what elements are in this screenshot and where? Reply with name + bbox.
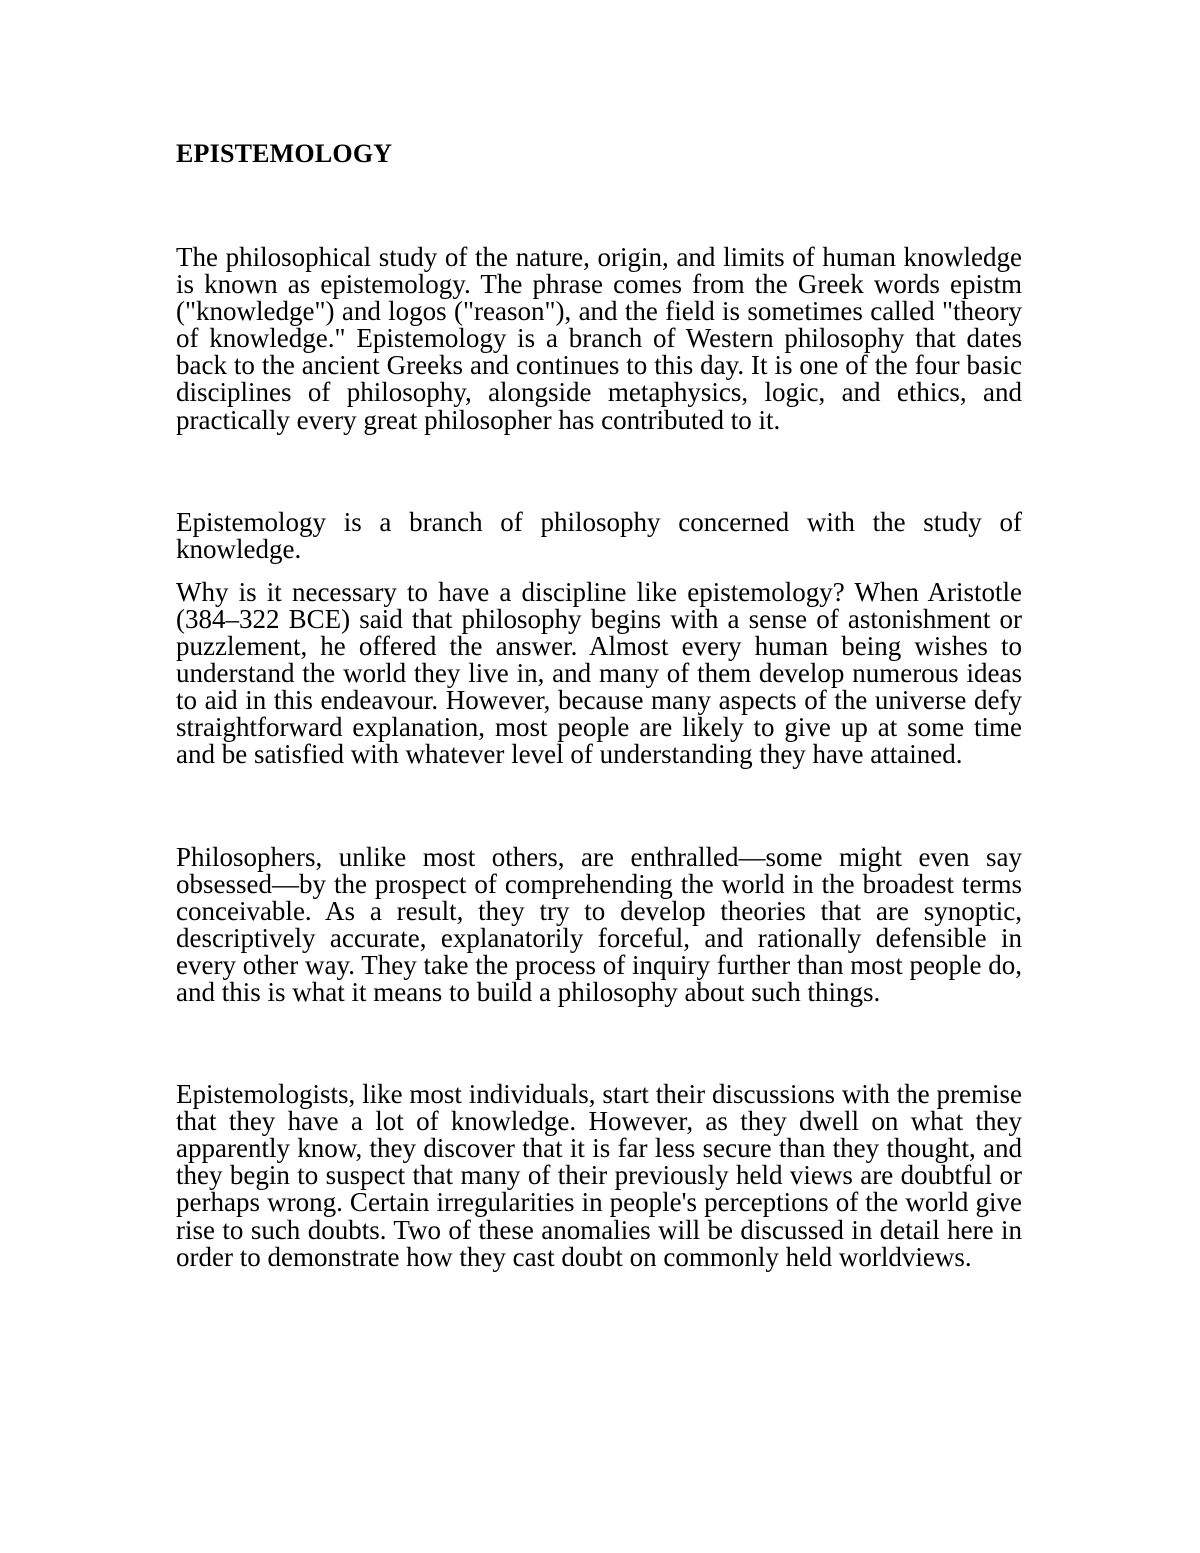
- document-title: EPISTEMOLOGY: [176, 139, 393, 168]
- paragraph-philosophers: Philosophers, unlike most others, are enthralled—some might even say obsessed—by the prospect of comprehending the world in the broadest terms conceivable. As a result, they try to develop theories that are synoptic, descriptively accurate, explanatorily forceful, and rationally defensible in every other way. They take the process of inquiry further than most people do, and this is what it means to build a philosophy about such things.: [176, 841, 1022, 1007]
- paragraph-epistemologists: Epistemologists, like most individuals, start their discussions with the premise that they have a lot of knowledge. However, as they dwell on what they apparently know, they discover that it is far less secure than they thought, and they begin to suspect that many of their previously held views are doubtful or perhaps wrong. Certain irregularities in people's perceptions of the world give rise to such doubts. Two of these anomalies will be discussed in detail here in order to demonstrate how they cast doubt on commonly held worldviews.: [176, 1079, 1022, 1272]
- document-body: [176, 138, 1022, 1271]
- paragraph-definition: The philosophical study of the nature, origin, and limits of human knowledge is known as epistemology. The phrase comes from the Greek words epistm ("knowledge") and logos ("reason"), and the field is sometimes called "theory of knowledge." Epistemology is a branch of Western philosophy that dates back to the ancient Greeks and continues to this day. It is one of the four basic disciplines of philosophy, alongside metaphysics, logic, and ethics, and practically every great philosopher has contributed to it.: [176, 242, 1022, 435]
- paragraph-summary: Epistemology is a branch of philosophy concerned with the study of knowledge.: [176, 506, 1022, 564]
- paragraph-why-epistemology: Why is it necessary to have a discipline like epistemology? When Aristotle (384–322 BCE) said that philosophy begins with a sense of astonishment or puzzlement, he offered the answer. Almost every human being wishes to understand the world they live in, and many of them develop numerous ideas to aid in this endeavour. However, because many aspects of the universe defy straightforward explanation, most people are likely to give up at some time and be satisfied with whatever level of understanding they have attained.: [176, 576, 1022, 770]
